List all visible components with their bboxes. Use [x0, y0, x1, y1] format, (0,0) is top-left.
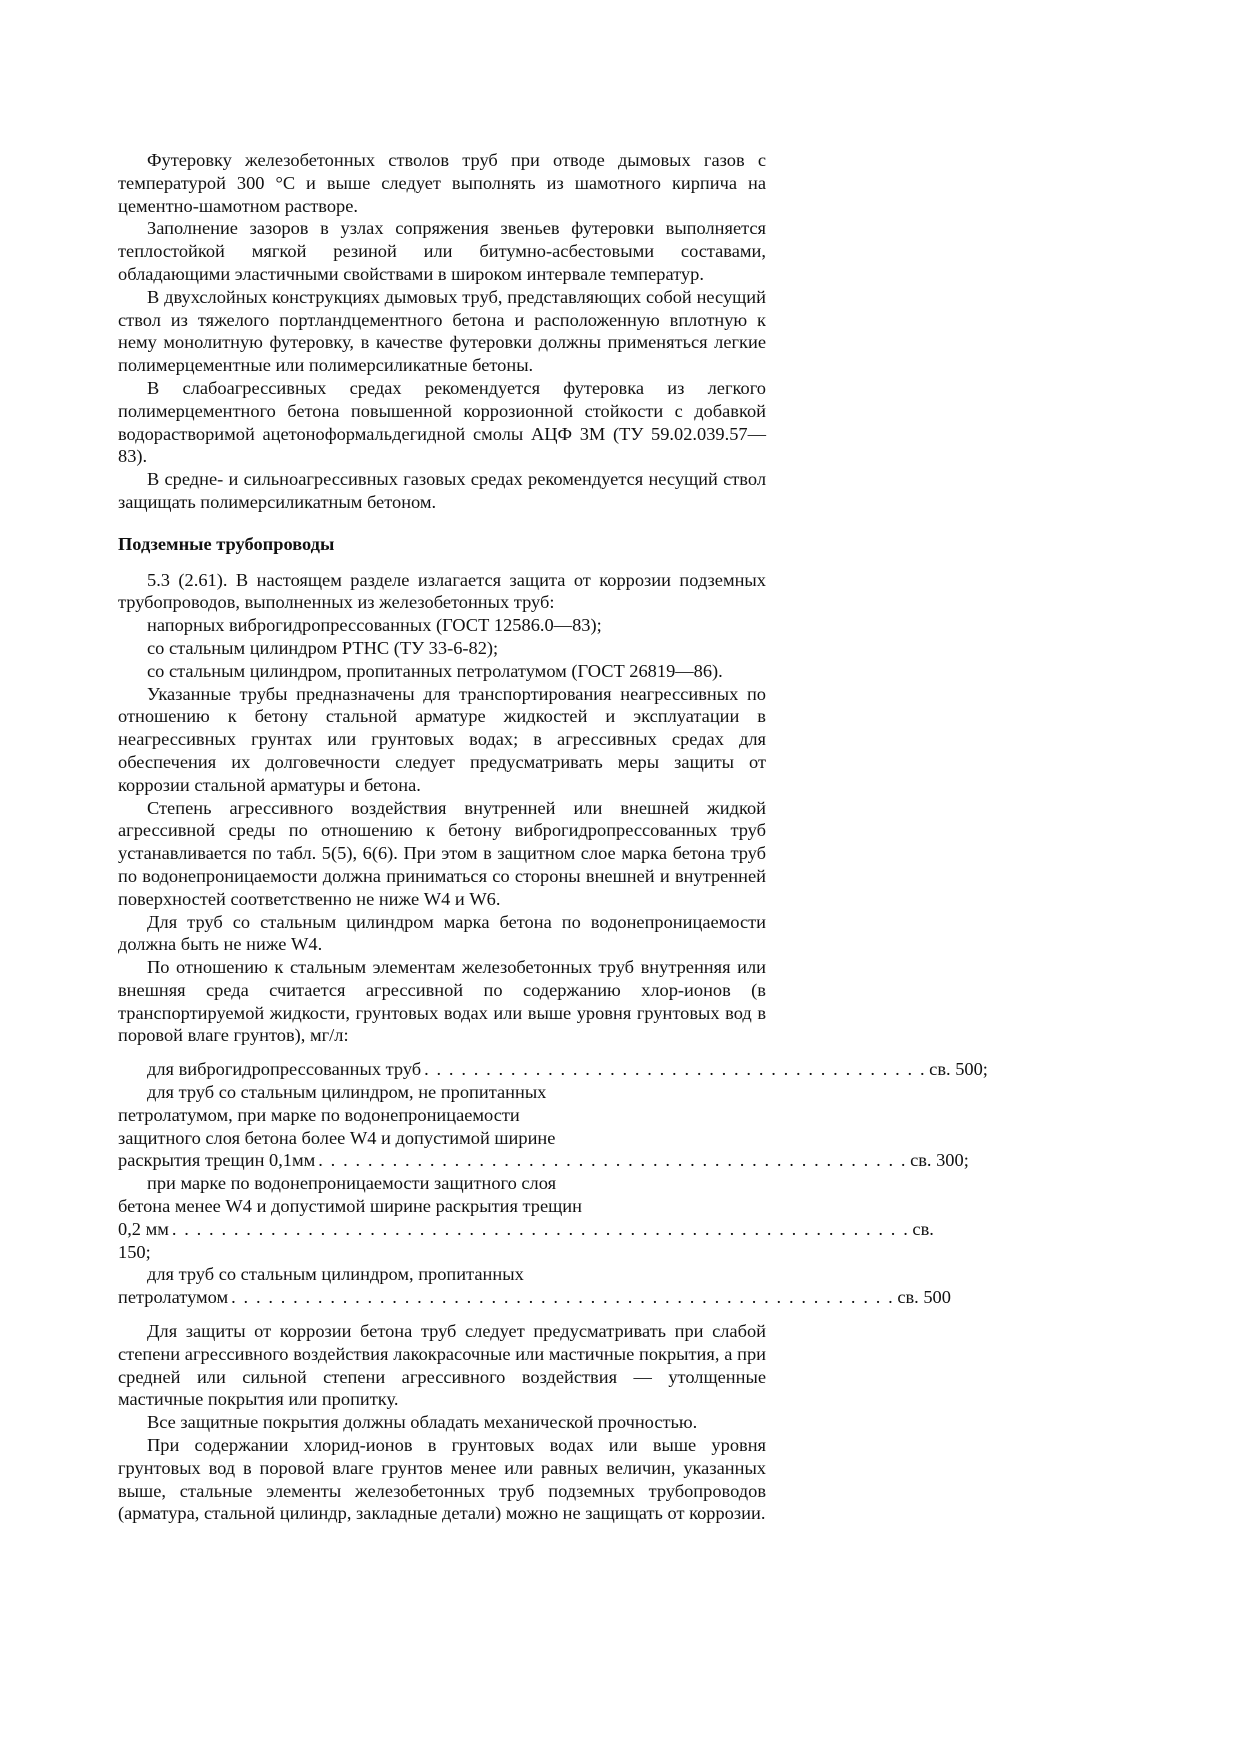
entry-text: защитного слоя бетона более W4 и допустимой ширине [118, 1127, 556, 1148]
leader-dots: . . . . . . . . . . . . . . . . . . . . . . . . . . . . . . . . . . . . . . . . . . . . . . . . . . . . . . [231, 1287, 895, 1308]
leader-dots: . . . . . . . . . . . . . . . . . . . . . . . . . . . . . . . . . . . . . . . . . [424, 1059, 927, 1080]
list-item-petrolatum: со стальным цилиндром, пропитанных петролатумом (ГОСТ 26819—86). [147, 660, 723, 681]
section-heading: Подземные трубопроводы [118, 533, 335, 554]
paragraph-two-layer: В двухслойных конструкциях дымовых труб, представляющих собой несущий ствол из тяжелого портландцементного бетона и расположенную вплотную к нему монолитную футеровку, в качестве футеровки должны применяться легкие полимерцементные или полимерсиликатные бетоны. [118, 286, 766, 376]
list-item-steel-cylinder: со стальным цилиндром РТНС (ТУ 33-6-82); [147, 637, 499, 658]
entry-value: 150; [118, 1241, 151, 1262]
leader-dots: . . . . . . . . . . . . . . . . . . . . . . . . . . . . . . . . . . . . . . . . . . . . . . . . . . . . . . . . . . . . [171, 1218, 910, 1239]
chloride-entry-impregnated [118, 1263, 951, 1309]
paragraph-medium-strong-aggressive: В средне- и сильноагрессивных газовых средах рекомендуется несущий ствол защищать полимерсиликатным бетоном. [118, 469, 766, 512]
paragraph-no-protection-needed: При содержании хлорид-ионов в грунтовых водах или выше уровня грунтовых вод в поровой влаге грунтов менее или равных величин, указанных выше, стальные элементы железобетонных труб подземных трубопроводов (арматура, стальной цилиндр, закладные детали) можно не защищать от коррозии. [118, 1435, 766, 1524]
chloride-limits-list [118, 1058, 988, 1309]
entry-text: при марке по водонепроницаемости защитного слоя [147, 1173, 557, 1194]
document-page [118, 149, 988, 1525]
leader-dots: . . . . . . . . . . . . . . . . . . . . . . . . . . . . . . . . . . . . . . . . . . . . . . . . [318, 1150, 908, 1171]
paragraph-concrete-protection: Для защиты от коррозии бетона труб следует предусматривать при слабой степени агрессивного воздействия лакокрасочные или мастичные покрытия, а при средней или сильной степени агрессивного воздействия — утолщенные мастичные покрытия или пропитку. [118, 1321, 766, 1410]
chloride-entry-unimpregnated-w4 [118, 1081, 969, 1172]
entry-value: св. 500 [897, 1287, 951, 1308]
entry-text: петролатумом [118, 1287, 229, 1308]
entry-text: бетона менее W4 и допустимой ширине раскрытия трещин [118, 1196, 582, 1217]
paragraph-lining-fireclay: Футеровку железобетонных стволов труб при отводе дымовых газов с температурой 300 °С и выше следует выполнять из шамотного кирпича на цементно-шамотном растворе. [118, 150, 766, 216]
paragraph-steel-cylinder-grade: Для труб со стальным цилиндром марка бетона по водонепроницаемости должна быть не ниже W4. [118, 911, 766, 955]
chloride-entry-below-w4 [118, 1172, 934, 1263]
entry-text: для виброгидропрессованных труб [147, 1059, 422, 1080]
entry-text: раскрытия трещин 0,1мм [118, 1150, 316, 1171]
paragraph-section-intro: 5.3 (2.61). В настоящем разделе излагается защита от коррозии подземных трубопроводов, выполненных из железобетонных труб: [118, 569, 766, 613]
chloride-entry-vibrohydropressed [118, 1058, 988, 1081]
paragraph-mechanical-strength: Все защитные покрытия должны обладать механической прочностью. [147, 1412, 698, 1433]
paragraph-chloride-criteria: По отношению к стальным элементам железобетонных труб внутренняя или внешняя среда считается агрессивной по содержанию хлор-ионов (в транспортируемой жидкости, грунтовых водах или выше уровня грунтовых вод в поровой влаге грунтов), мг/л: [118, 957, 766, 1046]
paragraph-pipes-purpose: Указанные трубы предназначены для транспортирования неагрессивных по отношению к бетону стальной арматуре жидкостей и эксплуатации в неагрессивных грунтах или грунтовых водах; в агрессивных средах для обеспечения их долговечности следует предусматривать меры защиты от коррозии стальной арматуры и бетона. [118, 683, 766, 795]
entry-text: для труб со стальным цилиндром, пропитанных [147, 1264, 524, 1285]
entry-text: петролатумом, при марке по водонепроницаемости [118, 1104, 520, 1125]
entry-value: св. 300; [910, 1150, 969, 1171]
paragraph-weak-aggressive: В слабоагрессивных средах рекомендуется футеровка из легкого полимерцементного бетона повышенной коррозионной стойкости с добавкой водорастворимой ацетоноформальдегидной смолы АЦФ 3М (ТУ 59.02.039.57—83). [118, 377, 766, 467]
entry-value: св. [912, 1218, 934, 1239]
paragraph-aggressiveness-degree: Степень агрессивного воздействия внутренней или внешней жидкой агрессивной среды по отношению к бетону виброгидропрессованных труб устанавливается по табл. 5(5), 6(6). При этом в защитном слое марка бетона труб по водонепроницаемости должна приниматься со стороны внешней и внутренней поверхностей соответственно не ниже W4 и W6. [118, 797, 766, 909]
list-item-pressure-pipes: напорных виброгидропрессованных (ГОСТ 12586.0—83); [147, 615, 602, 636]
entry-text: 0,2 мм [118, 1218, 169, 1239]
paragraph-gap-filling: Заполнение зазоров в узлах сопряжения звеньев футеровки выполняется теплостойкой мягкой резиной или битумно-асбестовыми составами, обладающими эластичными свойствами в широком интервале температур. [118, 218, 766, 284]
entry-text: для труб со стальным цилиндром, не пропитанных [147, 1082, 547, 1103]
entry-value: св. 500; [929, 1059, 988, 1080]
